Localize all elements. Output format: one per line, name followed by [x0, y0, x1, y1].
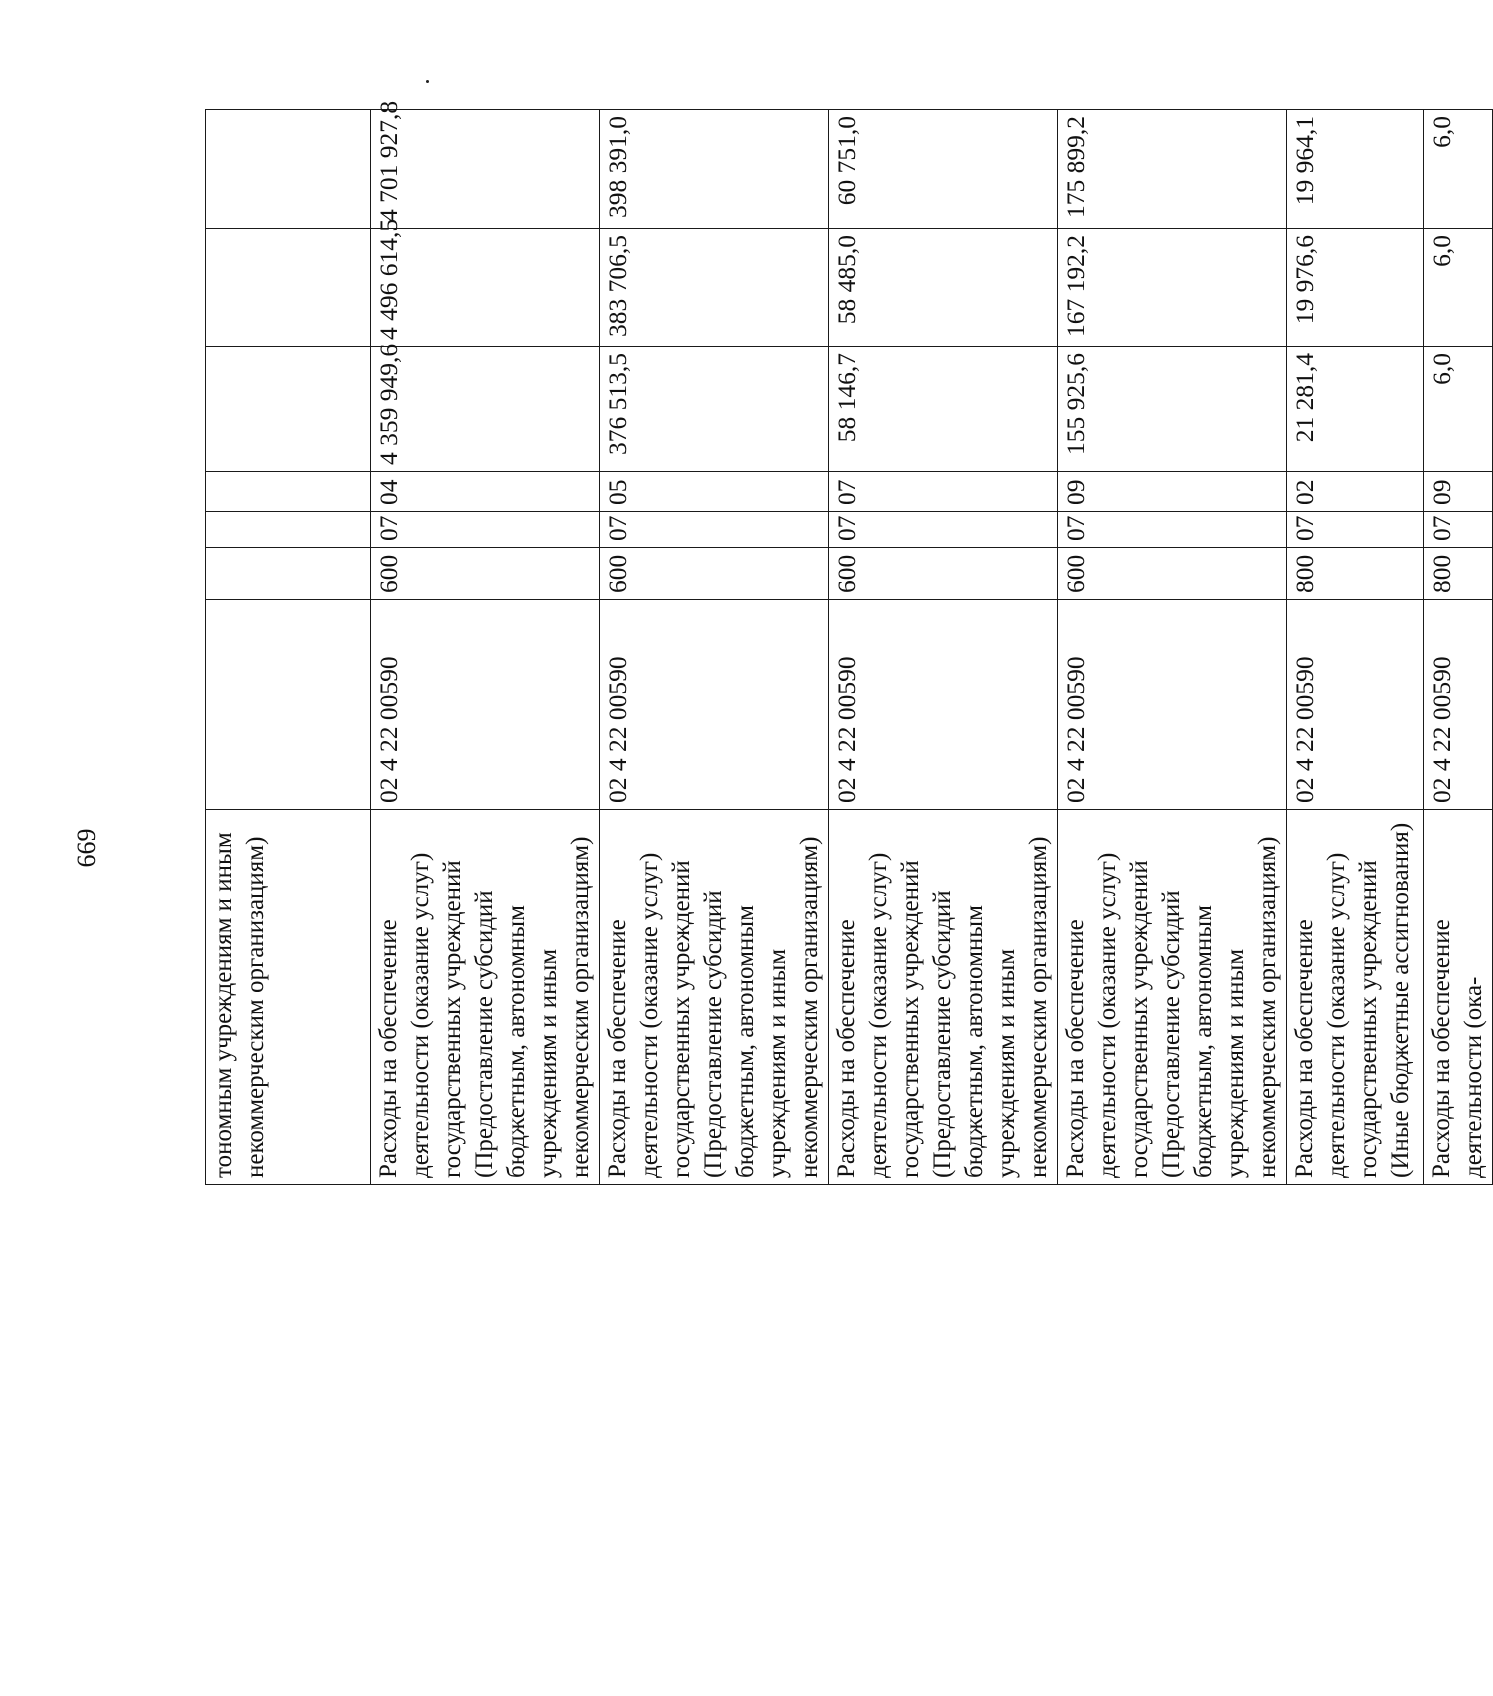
amount-year3-cell: 175 899,2 — [1058, 110, 1287, 229]
amount-year2-cell: 58 485,0 — [829, 229, 1058, 347]
subsection-code-cell: 09 — [1058, 472, 1287, 512]
table-row — [371, 110, 600, 1185]
amount-year1-cell: 6,0 — [1424, 347, 1493, 472]
subsection-code-cell: 02 — [1287, 472, 1424, 512]
amount-year1-cell: 4 359 949,6 — [371, 347, 600, 472]
expense-type-code-cell: 600 — [1058, 548, 1287, 600]
amount-year1-cell: 58 146,7 — [829, 347, 1058, 472]
section-code-cell: 07 — [1058, 512, 1287, 548]
amount-year1-cell: 376 513,5 — [600, 347, 829, 472]
target-article-code-cell: 02 4 22 00590 — [1424, 600, 1493, 810]
expense-type-code-cell: 600 — [371, 548, 600, 600]
expense-name-cell: Расходы на обеспечение деятельности (оказание услуг) государственных учреждений (Предоставление субсидий бюджетным, автономным учреждениям и иным некоммерческим организациям) — [1058, 810, 1287, 1185]
subsection-code-cell: 09 — [1424, 472, 1493, 512]
amount-year1-cell — [206, 347, 371, 472]
section-code-cell — [206, 512, 371, 548]
expense-name-cell: Расходы на обеспечение деятельности (оказание услуг) государственных учреждений (Предоставление субсидий бюджетным, автономным учреждениям и иным некоммерческим организациям) — [371, 810, 600, 1185]
table-row — [1058, 110, 1287, 1185]
target-article-code-cell: 02 4 22 00590 — [829, 600, 1058, 810]
target-article-code-cell — [206, 600, 371, 810]
target-article-code-cell: 02 4 22 00590 — [1287, 600, 1424, 810]
section-code-cell: 07 — [1424, 512, 1493, 548]
budget-table — [205, 100, 1493, 1185]
subsection-code-cell: 05 — [600, 472, 829, 512]
expense-type-code-cell: 600 — [600, 548, 829, 600]
amount-year1-cell: 21 281,4 — [1287, 347, 1424, 472]
expense-type-code-cell: 800 — [1424, 548, 1493, 600]
expense-name-cell: Расходы на обеспечение деятельности (оказание услуг) государственных учреждений (Предоставление субсидий бюджетным, автономным учреждениям и иным некоммерческим организациям) — [600, 810, 829, 1185]
subsection-code-cell — [206, 472, 371, 512]
section-code-cell: 07 — [1287, 512, 1424, 548]
table-row — [206, 110, 371, 1185]
table-rotator — [205, 100, 1487, 1185]
expense-type-code-cell: 600 — [829, 548, 1058, 600]
amount-year3-cell: 398 391,0 — [600, 110, 829, 229]
rotated-table-container — [205, 100, 1487, 1185]
section-code-cell: 07 — [371, 512, 600, 548]
expense-name-cell: Расходы на обеспечение деятельности (ока- — [1424, 810, 1493, 1185]
amount-year3-cell: 19 964,1 — [1287, 110, 1424, 229]
target-article-code-cell: 02 4 22 00590 — [371, 600, 600, 810]
expense-name-cell: тономным учреждениям и иным некоммерческим организациям) — [206, 810, 371, 1185]
table-row — [600, 110, 829, 1185]
expense-name-cell: Расходы на обеспечение деятельности (оказание услуг) государственных учреждений (Иные бюджетные ассигнования) — [1287, 810, 1424, 1185]
amount-year1-cell: 155 925,6 — [1058, 347, 1287, 472]
amount-year2-cell: 167 192,2 — [1058, 229, 1287, 347]
amount-year2-cell: 4 496 614,5 — [371, 229, 600, 347]
subsection-code-cell: 07 — [829, 472, 1058, 512]
section-code-cell: 07 — [600, 512, 829, 548]
scan-speck — [426, 80, 429, 83]
table-row — [829, 110, 1058, 1185]
amount-year2-cell: 19 976,6 — [1287, 229, 1424, 347]
target-article-code-cell: 02 4 22 00590 — [1058, 600, 1287, 810]
expense-type-code-cell — [206, 548, 371, 600]
target-article-code-cell: 02 4 22 00590 — [600, 600, 829, 810]
page-number: 669 — [72, 828, 101, 868]
expense-name-cell: Расходы на обеспечение деятельности (оказание услуг) государственных учреждений (Предоставление субсидий бюджетным, автономным учреждениям и иным некоммерческим организациям) — [829, 810, 1058, 1185]
amount-year2-cell: 6,0 — [1424, 229, 1493, 347]
table-row — [1424, 110, 1493, 1185]
table-row — [1287, 110, 1424, 1185]
amount-year2-cell — [206, 229, 371, 347]
amount-year3-cell: 4 701 927,8 — [371, 110, 600, 229]
subsection-code-cell: 04 — [371, 472, 600, 512]
amount-year3-cell: 6,0 — [1424, 110, 1493, 229]
amount-year3-cell: 60 751,0 — [829, 110, 1058, 229]
amount-year2-cell: 383 706,5 — [600, 229, 829, 347]
amount-year3-cell — [206, 110, 371, 229]
expense-type-code-cell: 800 — [1287, 548, 1424, 600]
section-code-cell: 07 — [829, 512, 1058, 548]
